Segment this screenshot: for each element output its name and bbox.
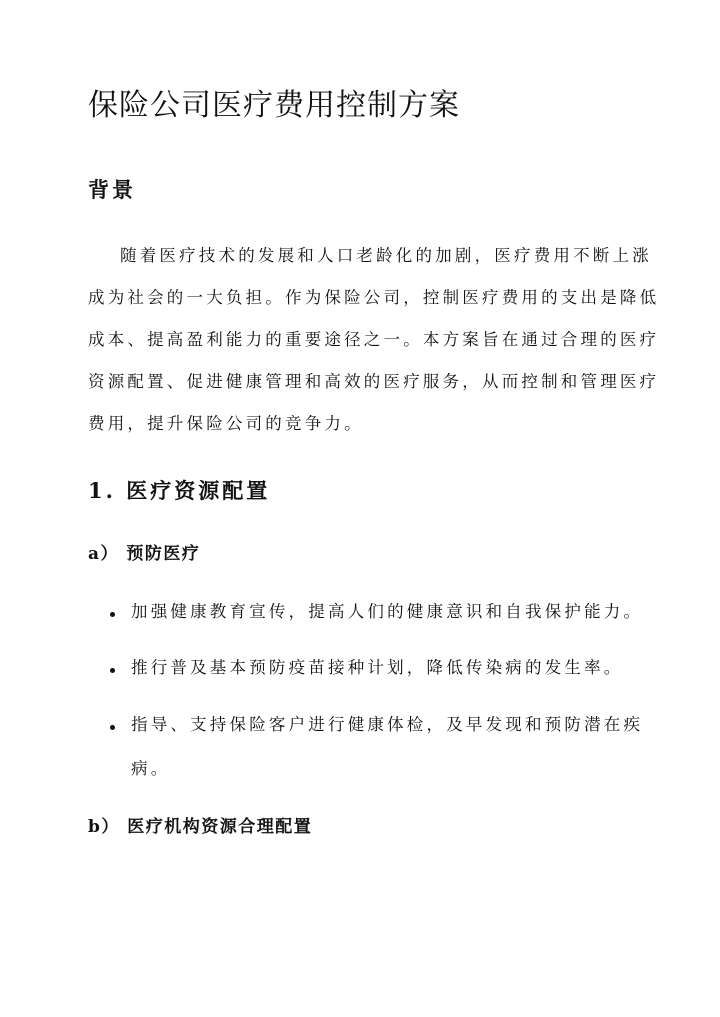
bullet-point-3 xyxy=(110,725,115,730)
bullet-item-1: 加强健康教育宣传，提高人们的健康意识和自我保护能力。 xyxy=(131,602,644,621)
bullet-item-3-continuation: 病。 xyxy=(131,759,171,778)
bullet-point-2 xyxy=(110,668,115,673)
subsection-a-heading: a） 预防医疗 xyxy=(88,544,201,564)
background-heading: 背景 xyxy=(88,177,136,202)
background-paragraph-line-1: 随着医疗技术的发展和人口老龄化的加剧，医疗费用不断上涨 xyxy=(120,246,652,265)
bullet-point-1 xyxy=(110,612,115,617)
bullet-item-2: 推行普及基本预防疫苗接种计划，降低传染病的发生率。 xyxy=(131,658,624,677)
background-paragraph-line-2: 成为社会的一大负担。作为保险公司，控制医疗费用的支出是降低 xyxy=(88,288,660,307)
section-1-heading: 1. 医疗资源配置 xyxy=(88,478,271,503)
document-title: 保险公司医疗费用控制方案 xyxy=(88,88,460,123)
background-paragraph-line-4: 资源配置、促进健康管理和高效的医疗服务，从而控制和管理医疗 xyxy=(88,372,660,391)
background-paragraph-line-5: 费用，提升保险公司的竞争力。 xyxy=(88,414,364,433)
subsection-b-heading: b） 医疗机构资源合理配置 xyxy=(88,817,313,837)
bullet-item-3: 指导、支持保险客户进行健康体检，及早发现和预防潜在疾 xyxy=(131,715,644,734)
background-paragraph-line-3: 成本、提高盈利能力的重要途径之一。本方案旨在通过合理的医疗 xyxy=(88,330,660,349)
